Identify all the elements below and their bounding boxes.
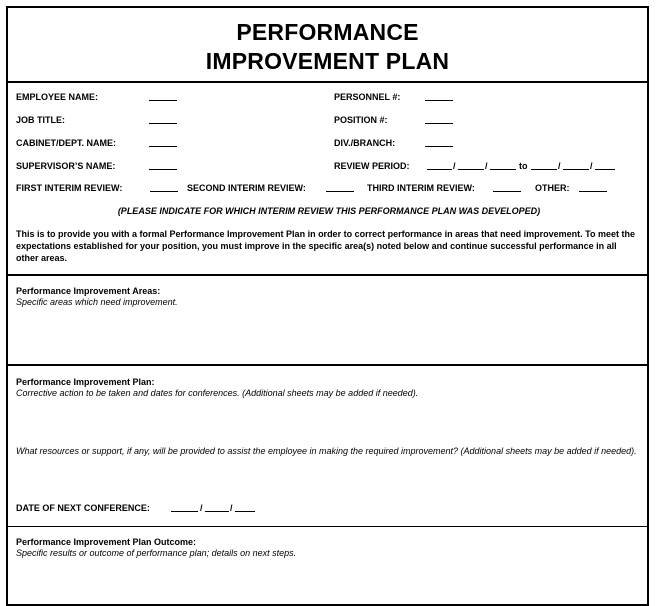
improvement-plan-title: Performance Improvement Plan: <box>16 377 155 387</box>
review-period-slash: / <box>485 161 488 171</box>
plan-outcome-description: Specific results or outcome of performance plan; details on next steps. <box>16 548 297 558</box>
next-conference-label: DATE OF NEXT CONFERENCE: <box>16 503 150 513</box>
cabinet-dept-field[interactable] <box>149 146 177 147</box>
improvement-areas-input[interactable] <box>8 312 647 362</box>
job-title-label: JOB TITLE: <box>16 115 65 125</box>
second-interim-review-label: SECOND INTERIM REVIEW: <box>187 183 306 193</box>
interim-review-instruction: (PLEASE INDICATE FOR WHICH INTERIM REVIEW THIS PERFORMANCE PLAN WAS DEVELOPED) <box>117 206 541 216</box>
resources-support-input[interactable] <box>8 472 647 496</box>
section-divider <box>7 364 648 366</box>
form-title-line1: PERFORMANCE <box>236 19 419 45</box>
review-period-start-month[interactable] <box>427 169 452 170</box>
other-review-label: OTHER: <box>535 183 570 193</box>
first-interim-review-field[interactable] <box>150 191 178 192</box>
next-conference-day[interactable] <box>205 511 229 512</box>
improvement-plan-description: Corrective action to be taken and dates for conferences. (Additional sheets may be added if needed). <box>16 388 419 398</box>
personnel-number-field[interactable] <box>425 100 453 101</box>
review-period-end-year[interactable] <box>595 169 615 170</box>
review-period-slash: / <box>453 161 456 171</box>
form-title-line2: IMPROVEMENT PLAN <box>205 48 450 74</box>
job-title-field[interactable] <box>149 123 177 124</box>
second-interim-review-field[interactable] <box>326 191 354 192</box>
employee-name-label: EMPLOYEE NAME: <box>16 92 99 102</box>
review-period-slash: / <box>590 161 593 171</box>
review-period-label: REVIEW PERIOD: <box>334 161 410 171</box>
resources-support-question: What resources or support, if any, will be provided to assist the employee in making the required improvement? (Additional sheets may be added if needed). <box>16 446 637 456</box>
review-period-slash: / <box>558 161 561 171</box>
section-divider <box>7 274 648 276</box>
third-interim-review-field[interactable] <box>493 191 521 192</box>
employee-name-field[interactable] <box>149 100 177 101</box>
section-divider <box>7 526 648 527</box>
other-review-field[interactable] <box>579 191 607 192</box>
review-period-start-day[interactable] <box>458 169 484 170</box>
next-conference-slash: / <box>200 503 203 513</box>
improvement-plan-input[interactable] <box>8 402 647 440</box>
next-conference-slash: / <box>230 503 233 513</box>
improvement-areas-title: Performance Improvement Areas: <box>16 286 161 296</box>
cabinet-dept-label: CABINET/DEPT. NAME: <box>16 138 117 148</box>
supervisor-name-label: SUPERVISOR’S NAME: <box>16 161 116 171</box>
plan-outcome-title: Performance Improvement Plan Outcome: <box>16 537 197 547</box>
third-interim-review-label: THIRD INTERIM REVIEW: <box>367 183 475 193</box>
review-period-end-day[interactable] <box>563 169 589 170</box>
supervisor-name-field[interactable] <box>149 169 177 170</box>
next-conference-year[interactable] <box>235 511 255 512</box>
div-branch-field[interactable] <box>425 146 453 147</box>
next-conference-month[interactable] <box>171 511 198 512</box>
review-period-end-month[interactable] <box>531 169 557 170</box>
plan-outcome-input[interactable] <box>8 562 647 598</box>
position-number-label: POSITION #: <box>334 115 388 125</box>
personnel-number-label: PERSONNEL #: <box>334 92 401 102</box>
intro-paragraph: This is to provide you with a formal Performance Improvement Plan in order to correct performance in areas that need improvement. To meet the expectations established for your position, you must improve in the specific area(s) noted below and continue successful performance in all other areas. <box>16 229 635 263</box>
position-number-field[interactable] <box>425 123 453 124</box>
title-box <box>6 6 649 83</box>
div-branch-label: DIV./BRANCH: <box>334 138 396 148</box>
improvement-areas-description: Specific areas which need improvement. <box>16 297 178 307</box>
review-period-to: to <box>519 161 528 171</box>
review-period-start-year[interactable] <box>490 169 516 170</box>
first-interim-review-label: FIRST INTERIM REVIEW: <box>16 183 123 193</box>
